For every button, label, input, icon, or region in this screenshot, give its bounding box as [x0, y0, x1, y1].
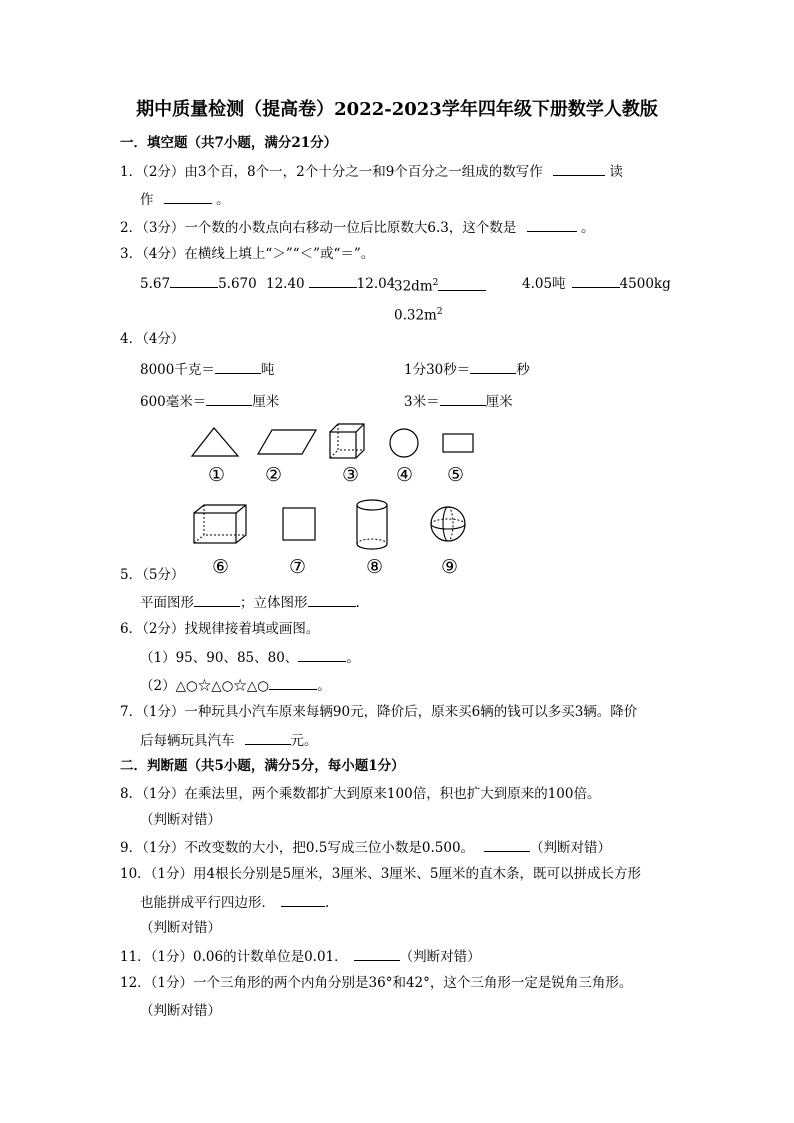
shape-label-1: ① [208, 464, 226, 486]
answer-blank[interactable] [440, 392, 486, 406]
question-10-end: . [325, 895, 330, 911]
shape-label-9: ⑨ [441, 556, 459, 578]
conversion-d-unit: 厘米 [485, 394, 513, 410]
answer-blank[interactable] [269, 676, 317, 690]
compare-4-left: 4.05吨 [522, 276, 566, 292]
cylinder-figure [355, 498, 389, 552]
answer-blank[interactable] [438, 277, 486, 291]
conversion-c-left: 600毫米＝ [140, 394, 207, 410]
answer-blank[interactable] [553, 162, 605, 176]
question-10-line-2 [140, 893, 329, 912]
triangle-figure [190, 426, 240, 458]
shape-label-4: ④ [396, 464, 414, 486]
shape-label-5: ⑤ [447, 464, 465, 486]
cuboid-figure [192, 503, 248, 545]
compare-3-right [394, 303, 443, 325]
question-7: 7．（1分）一种玩具小汽车原来每辆90元，降价后，原来买6辆的钱可以多买3辆。降价 [120, 704, 638, 720]
answer-blank[interactable] [298, 648, 346, 662]
shape-label-3: ③ [342, 464, 360, 486]
question-10-text: 也能拼成平行四边形． [140, 895, 275, 911]
shape-label-2: ② [265, 464, 283, 486]
compare-1-left: 5.67 [140, 276, 171, 292]
compare-1 [140, 274, 257, 293]
question-6-part-1 [140, 648, 360, 667]
compare-3 [394, 274, 486, 296]
answer-blank[interactable] [470, 360, 516, 374]
compare-1-right: 5.670 [218, 276, 257, 292]
sphere-figure [429, 505, 467, 543]
conversion-b-left: 1分30秒＝ [404, 362, 471, 378]
solid-shapes-label: ；立体图形 [240, 595, 308, 611]
question-11 [120, 947, 481, 966]
question-2-end: 。 [581, 220, 595, 236]
rectangle-figure [442, 433, 474, 453]
question-2 [120, 218, 595, 237]
question-8-judge: （判断对错） [140, 812, 221, 828]
compare-2 [266, 274, 395, 293]
question-1-text: 1．（2分）由3个百，8个一，2个十分之一和9个百分之一组成的数写作 [120, 164, 543, 180]
question-9-text: 9．（1分）不改变数的大小，把0.5写成三位小数是0.500。 [120, 840, 475, 856]
conversion-b-unit: 秒 [516, 362, 530, 378]
question-2-text: 2．（3分）一个数的小数点向右移动一位后比原数大6.3，这个数是 [120, 220, 517, 236]
conversion-a-unit: 吨 [260, 362, 275, 378]
conversion-c [140, 392, 279, 411]
conversion-c-unit: 厘米 [252, 394, 280, 410]
question-6-part-2 [140, 676, 331, 695]
question-1-line-2 [140, 190, 230, 209]
question-6: 6．（2分）找规律接着填或画图。 [120, 621, 320, 637]
question-7-text: 后每辆玩具汽车 [140, 733, 235, 749]
question-9-judge: （判断对错） [530, 840, 612, 856]
conversion-a-left: 8000千克＝ [140, 362, 215, 378]
circle-figure [388, 427, 420, 459]
question-7-unit: 元。 [290, 733, 318, 749]
compare-2-left: 12.40 [266, 276, 305, 292]
question-1-word: 作 [140, 192, 154, 208]
section-2-heading: 二．判断题（共5小题，满分5分，每小题1分） [120, 758, 405, 774]
question-11-text: 11．（1分）0.06的计数单位是0.01． [120, 949, 348, 965]
answer-blank[interactable] [527, 218, 577, 232]
compare-3-right-exponent: 2 [436, 307, 443, 317]
question-10: 10．（1分）用4根长分别是5厘米，3厘米、3厘米、5厘米的直木条，既可以拼成长方形 [120, 866, 641, 882]
conversion-d [404, 392, 513, 411]
question-7-line-2 [140, 731, 318, 750]
question-12-judge: （判断对错） [140, 1003, 221, 1019]
answer-blank[interactable] [281, 893, 325, 907]
question-5-end: . [355, 595, 360, 611]
cube-figure [328, 422, 368, 462]
question-5: 5．（5分） [120, 567, 185, 583]
shape-label-8: ⑧ [366, 556, 384, 578]
sequence-2: （2）△○☆△○☆△○ [140, 678, 270, 694]
question-1 [120, 162, 623, 181]
compare-4 [522, 274, 671, 293]
compare-3-right-value: 0.32m [394, 307, 437, 324]
answer-blank[interactable] [170, 274, 218, 288]
answer-blank[interactable] [309, 274, 357, 288]
question-12: 12．（1分）一个三角形的两个内角分别是36°和42°，这个三角形一定是锐角三角形。 [120, 975, 633, 991]
compare-4-right: 4500kg [619, 276, 671, 292]
question-8: 8．（1分）在乘法里，两个乘数都扩大到原来100倍，积也扩大到原来的100倍。 [120, 786, 601, 802]
square-figure [282, 507, 316, 541]
answer-blank[interactable] [572, 274, 620, 288]
shape-label-7: ⑦ [289, 556, 307, 578]
sequence-2-end: 。 [317, 678, 331, 694]
answer-blank[interactable] [308, 593, 356, 607]
sequence-1-end: 。 [346, 650, 360, 666]
answer-blank[interactable] [206, 392, 252, 406]
question-10-judge: （判断对错） [140, 920, 221, 936]
section-1-heading: 一．填空题（共7小题，满分21分） [120, 135, 338, 151]
question-3: 3．（4分）在横线上填上“＞”“＜”或“＝”。 [120, 246, 375, 262]
sequence-1: （1）95、90、85、80、 [140, 650, 299, 666]
question-11-judge: （判断对错） [399, 949, 481, 965]
question-1-read: 读 [609, 164, 623, 180]
plane-shapes-label: 平面图形 [140, 595, 194, 611]
compare-2-right: 12.04 [356, 276, 396, 292]
answer-blank[interactable] [354, 947, 400, 961]
question-9 [120, 838, 611, 857]
answer-blank[interactable] [245, 731, 291, 745]
conversion-d-left: 3米＝ [404, 394, 440, 410]
question-5-answer [140, 593, 360, 612]
question-4: 4．（4分） [120, 331, 185, 347]
shape-label-6: ⑥ [212, 556, 230, 578]
conversion-a [140, 360, 274, 379]
compare-3-left-exponent: 2 [432, 278, 439, 288]
question-1-end: 。 [216, 192, 230, 208]
parallelogram-figure [256, 428, 318, 456]
conversion-b [404, 360, 530, 379]
answer-blank[interactable] [164, 190, 212, 204]
compare-3-left: 32dm [394, 278, 433, 295]
answer-blank[interactable] [215, 360, 261, 374]
answer-blank[interactable] [484, 838, 530, 852]
answer-blank[interactable] [194, 593, 240, 607]
page-title: 期中质量检测（提高卷）2022-2023学年四年级下册数学人教版 [136, 99, 658, 120]
